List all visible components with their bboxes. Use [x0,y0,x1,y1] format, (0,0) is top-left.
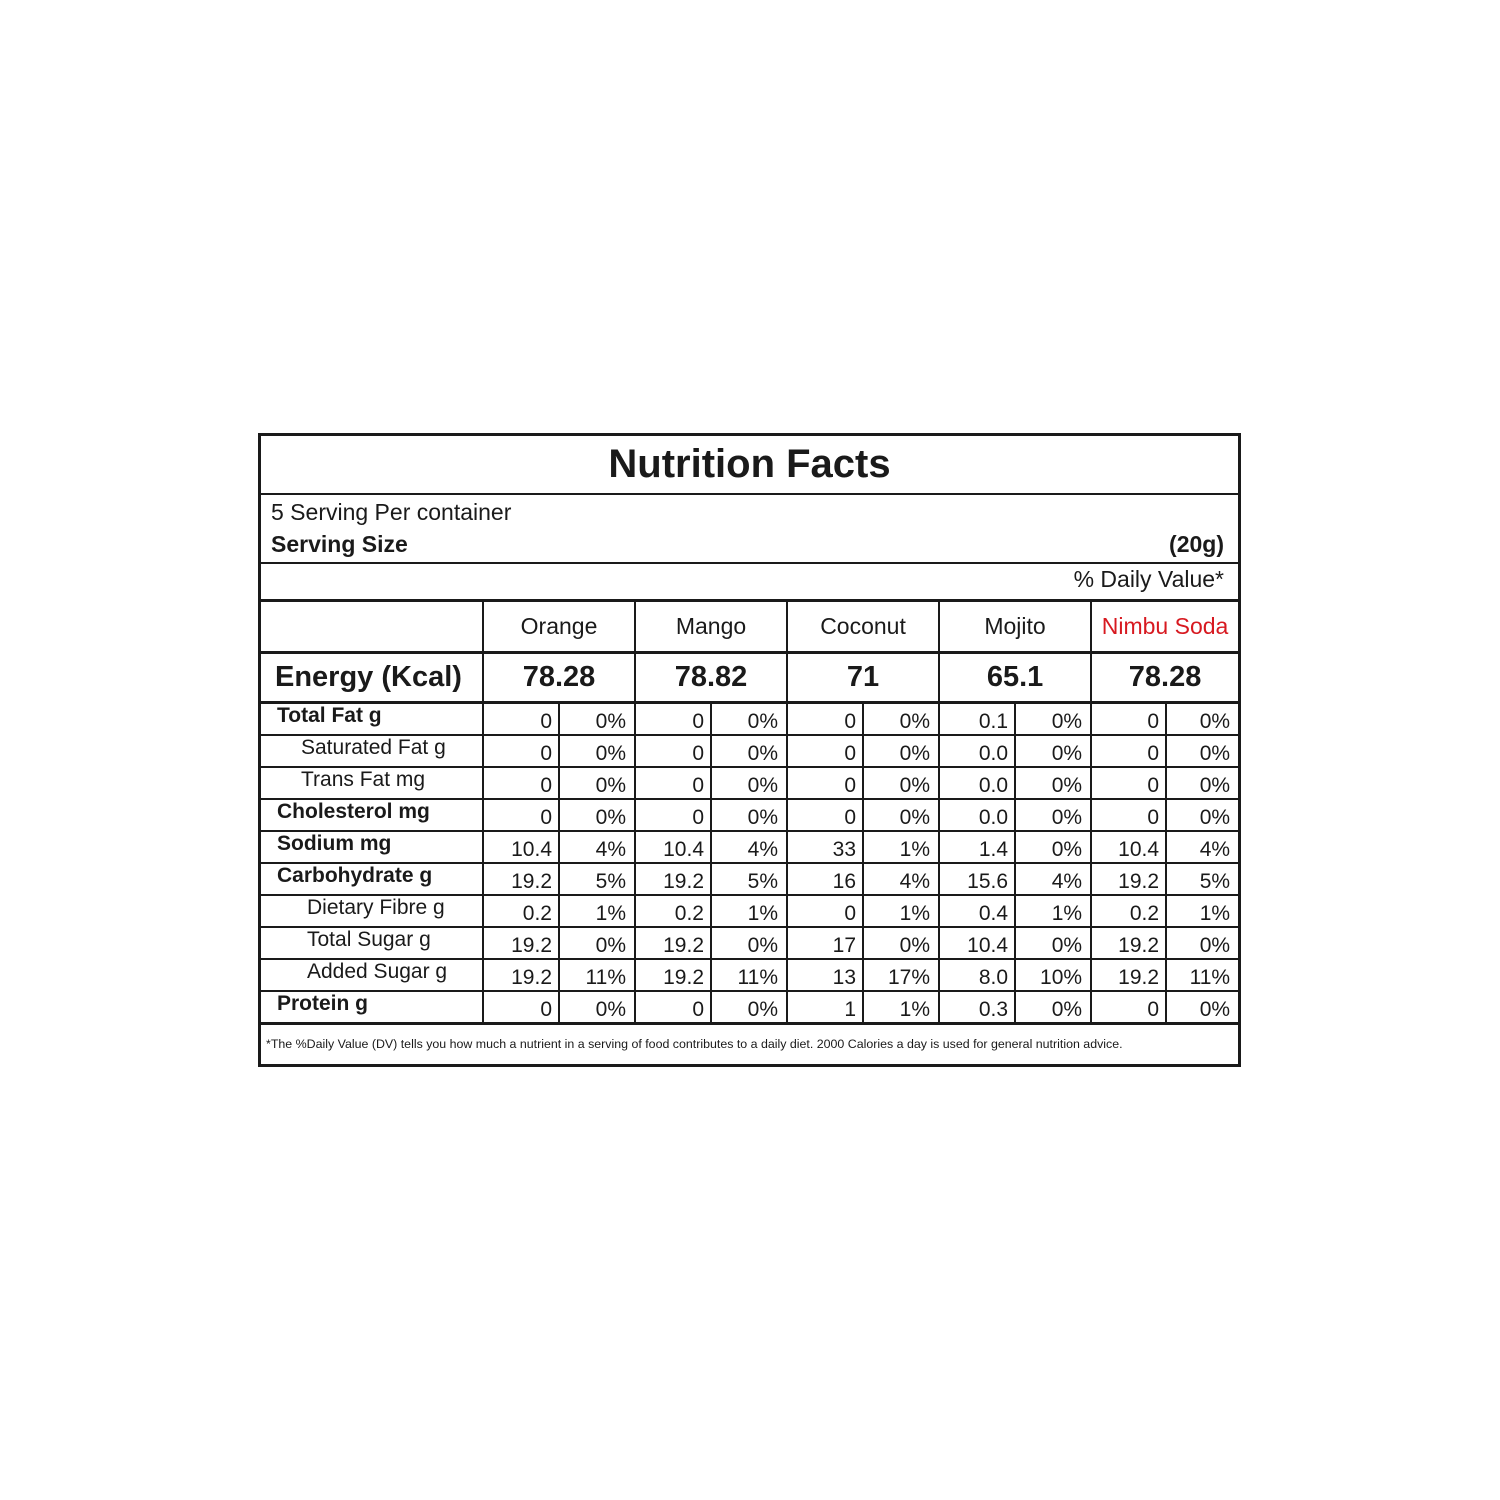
nutrient-amount: 10.4 [939,927,1015,959]
nutrient-amount: 15.6 [939,863,1015,895]
energy-value: 78.28 [483,652,635,702]
nutrient-amount: 0 [483,991,559,1024]
nutrient-amount: 19.2 [635,863,711,895]
nutrient-daily-percent: 0% [711,927,787,959]
nutrient-daily-percent: 0% [559,991,635,1024]
nutrient-amount: 0 [635,991,711,1024]
nutrient-amount: 0.2 [635,895,711,927]
nutrient-amount: 10.4 [635,831,711,863]
nutrient-daily-percent: 0% [1015,702,1091,735]
nutrient-daily-percent: 0% [1166,702,1238,735]
nutrient-amount: 0.1 [939,702,1015,735]
nutrient-daily-percent: 0% [559,927,635,959]
nutrient-row [261,767,1238,799]
product-name-header: Nimbu Soda [1091,602,1238,652]
nutrient-daily-percent: 0% [863,799,939,831]
product-name-header: Orange [483,602,635,652]
serving-size-label: Serving Size [271,531,408,557]
nutrient-daily-percent: 0% [711,799,787,831]
nutrient-amount: 8.0 [939,959,1015,991]
nutrient-label: Trans Fat mg [261,767,483,799]
nutrient-label: Total Sugar g [261,927,483,959]
nutrient-daily-percent: 1% [863,831,939,863]
nutrient-daily-percent: 0% [1015,831,1091,863]
nutrient-amount: 0 [1091,991,1166,1024]
nutrient-label: Total Fat g [261,702,483,735]
nutrient-daily-percent: 0% [1015,735,1091,767]
nutrient-daily-percent: 11% [1166,959,1238,991]
nutrient-amount: 0 [483,799,559,831]
nutrient-amount: 0.2 [483,895,559,927]
nutrient-daily-percent: 0% [711,702,787,735]
nutrient-label: Sodium mg [261,831,483,863]
nutrient-row [261,799,1238,831]
energy-value: 78.28 [1091,652,1238,702]
nutrient-daily-percent: 0% [711,767,787,799]
nutrient-daily-percent: 5% [1166,863,1238,895]
product-header-row [261,602,1238,652]
nutrient-daily-percent: 0% [559,767,635,799]
product-name-header: Coconut [787,602,939,652]
nutrient-daily-percent: 5% [711,863,787,895]
nutrient-label: Added Sugar g [261,959,483,991]
daily-value-label: % Daily Value* [1073,566,1224,592]
nutrient-row [261,702,1238,735]
nutrient-amount: 0 [1091,767,1166,799]
nutrient-daily-percent: 0% [1166,799,1238,831]
nutrient-daily-percent: 1% [711,895,787,927]
nutrient-row [261,959,1238,991]
serving-size-value: (20g) [1169,531,1224,557]
nutrient-amount: 19.2 [483,959,559,991]
nutrient-daily-percent: 1% [863,991,939,1024]
nutrient-daily-percent: 1% [1015,895,1091,927]
serving-info [261,495,1238,564]
nutrient-amount: 0 [483,735,559,767]
nutrient-amount: 19.2 [483,927,559,959]
nutrient-amount: 1.4 [939,831,1015,863]
nutrient-amount: 0 [483,767,559,799]
energy-row [261,652,1238,702]
nutrient-daily-percent: 4% [559,831,635,863]
nutrient-amount: 0 [1091,735,1166,767]
daily-value-header [261,564,1238,602]
nutrient-daily-percent: 10% [1015,959,1091,991]
nutrient-daily-percent: 1% [863,895,939,927]
nutrient-amount: 0.0 [939,767,1015,799]
nutrient-amount: 10.4 [483,831,559,863]
nutrient-label: Protein g [261,991,483,1024]
nutrient-amount: 0.3 [939,991,1015,1024]
nutrient-amount: 0 [1091,702,1166,735]
nutrient-amount: 0.0 [939,799,1015,831]
nutrient-amount: 0 [635,799,711,831]
nutrition-facts-label [258,433,1241,1067]
nutrient-amount: 19.2 [635,959,711,991]
nutrient-label: Dietary Fibre g [261,895,483,927]
nutrient-daily-percent: 0% [1166,735,1238,767]
nutrient-amount: 1 [787,991,863,1024]
nutrient-amount: 17 [787,927,863,959]
nutrient-daily-percent: 4% [711,831,787,863]
nutrient-amount: 33 [787,831,863,863]
nutrient-amount: 0 [635,702,711,735]
nutrient-amount: 13 [787,959,863,991]
nutrient-daily-percent: 0% [863,735,939,767]
nutrient-amount: 0 [787,767,863,799]
nutrient-daily-percent: 0% [1015,927,1091,959]
nutrient-row [261,895,1238,927]
nutrient-amount: 0 [787,895,863,927]
nutrient-amount: 19.2 [1091,959,1166,991]
nutrient-amount: 0.2 [1091,895,1166,927]
nutrient-daily-percent: 0% [1166,927,1238,959]
nutrient-amount: 0 [635,767,711,799]
nutrient-label: Cholesterol mg [261,799,483,831]
nutrient-row [261,927,1238,959]
nutrient-amount: 0.0 [939,735,1015,767]
nutrient-daily-percent: 0% [1166,991,1238,1024]
nutrient-label: Saturated Fat g [261,735,483,767]
nutrient-daily-percent: 0% [559,799,635,831]
nutrient-daily-percent: 4% [1015,863,1091,895]
nutrient-daily-percent: 1% [559,895,635,927]
product-name-header: Mojito [939,602,1091,652]
nutrient-amount: 10.4 [1091,831,1166,863]
nutrient-amount: 16 [787,863,863,895]
label-title: Nutrition Facts [261,436,1238,495]
product-name-header: Mango [635,602,787,652]
nutrient-daily-percent: 0% [1015,767,1091,799]
energy-value: 78.82 [635,652,787,702]
nutrient-amount: 0 [787,799,863,831]
energy-value: 65.1 [939,652,1091,702]
nutrient-row [261,991,1238,1024]
nutrient-amount: 19.2 [483,863,559,895]
nutrient-daily-percent: 0% [711,991,787,1024]
nutrient-amount: 0.4 [939,895,1015,927]
nutrient-daily-percent: 17% [863,959,939,991]
nutrient-daily-percent: 0% [863,767,939,799]
nutrient-daily-percent: 1% [1166,895,1238,927]
nutrient-daily-percent: 11% [559,959,635,991]
nutrient-daily-percent: 0% [1166,767,1238,799]
nutrient-row [261,831,1238,863]
energy-value: 71 [787,652,939,702]
nutrient-daily-percent: 11% [711,959,787,991]
nutrient-daily-percent: 0% [863,927,939,959]
nutrient-label: Carbohydrate g [261,863,483,895]
nutrient-amount: 0 [787,735,863,767]
header-blank-cell [261,602,483,652]
nutrient-row [261,735,1238,767]
nutrient-row [261,863,1238,895]
nutrient-daily-percent: 5% [559,863,635,895]
servings-per-container: 5 Serving Per container [271,499,512,525]
nutrient-amount: 19.2 [1091,927,1166,959]
nutrient-daily-percent: 0% [1015,991,1091,1024]
nutrient-daily-percent: 4% [863,863,939,895]
nutrient-daily-percent: 0% [559,702,635,735]
nutrient-daily-percent: 0% [711,735,787,767]
nutrient-amount: 19.2 [1091,863,1166,895]
energy-label: Energy (Kcal) [261,652,483,702]
nutrient-daily-percent: 4% [1166,831,1238,863]
nutrient-daily-percent: 0% [559,735,635,767]
nutrient-daily-percent: 0% [1015,799,1091,831]
footnote: *The %Daily Value (DV) tells you how much a nutrient in a serving of food contributes to a daily diet. 2000 Calories a day is used for general nutrition advice. [266,1036,1123,1051]
nutrient-amount: 0 [787,702,863,735]
nutrient-amount: 19.2 [635,927,711,959]
nutrient-amount: 0 [483,702,559,735]
nutrient-daily-percent: 0% [863,702,939,735]
nutrient-amount: 0 [635,735,711,767]
nutrition-table [261,602,1238,1025]
nutrient-amount: 0 [1091,799,1166,831]
